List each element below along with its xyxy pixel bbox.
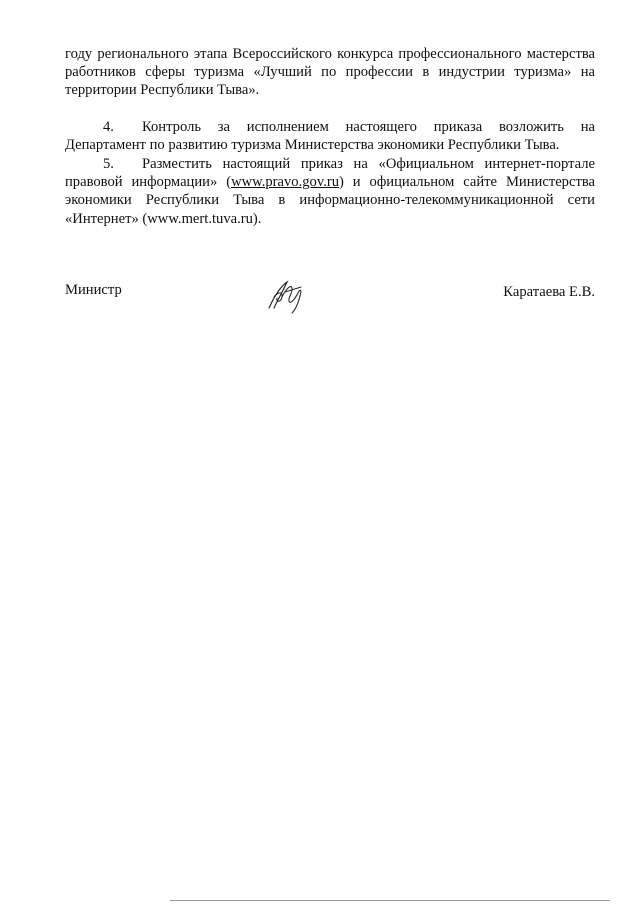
item-number: 5. [103, 156, 114, 172]
signature-block [65, 275, 595, 315]
page-bottom-edge-line [170, 900, 610, 901]
paragraph-continuation [65, 45, 595, 100]
position-title: Министр [65, 282, 122, 298]
item-text-before-link: Разместить настоящий приказ на «Официальном интернет-портале правовой информации» ( [65, 156, 595, 191]
list-item-5 [65, 155, 595, 228]
signature-icon [265, 275, 309, 315]
item-text-after-link: ) и официальном сайте Министерства экономики Республики Тыва в информационно-телекоммуникационной сети «Интернет» (www.mert.tuva.ru). [65, 174, 596, 227]
pravo-link[interactable]: www.pravo.gov.ru [231, 174, 340, 191]
list-item-4 [65, 118, 595, 154]
item-number: 4. [103, 119, 114, 135]
paragraph-text: году регионального этапа Всероссийского конкурса профессионального мастерства работников сферы туризма «Лучший по профессии в индустрии туризма» на территории Республики Тыва». [65, 46, 595, 99]
signatory-name: Каратаева Е.В. [503, 284, 595, 300]
item-text: Контроль за исполнением настоящего приказа возложить на Департамент по развитию туризма Министерства экономики Республики Тыва. [65, 119, 595, 154]
